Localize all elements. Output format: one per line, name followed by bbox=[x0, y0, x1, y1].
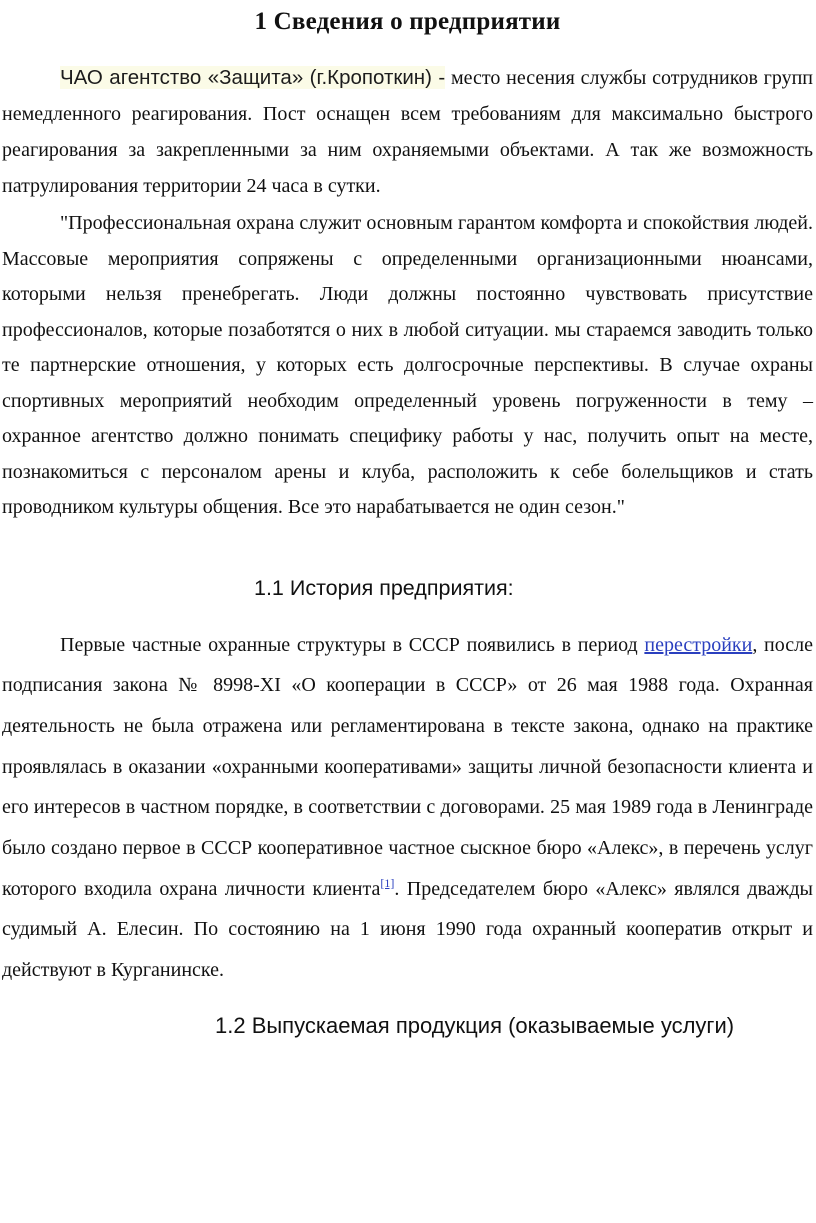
intro-paragraph bbox=[2, 60, 813, 204]
history-paragraph bbox=[2, 625, 813, 991]
intro-lead-highlight: ЧАО агентство «Защита» (г.Кропоткин) - bbox=[60, 66, 446, 89]
section-products-title: 1.2 Выпускаемая продукция (оказываемые услуги) bbox=[215, 1012, 735, 1038]
quote-paragraph: "Профессиональная охрана служит основным гарантом комфорта и спокойствия людей. Массовые мероприятия сопряжены с определенными организационными нюансами, которыми нельзя пренебрегать. Люди должны постоянно чувствовать присутствие профессионалов, которые позаботятся о них в любой ситуации. мы стараемся заводить только те партнерские отношения, у которых есть долгосрочные перспективы. В случае охраны спортивных мероприятий необходим определенный уровень погруженности в тему – охранное агентство должно понимать специфику работы у нас, получить опыт на месте, познакомиться с персоналом арены и клуба, расположить к себе болельщиков и стать проводником культуры общения. Все это нарабатывается не один сезон." bbox=[2, 212, 813, 518]
intro-rest-text: место несения службы сотрудников групп немедленного реагирования. Пост оснащен всем требованиям для максимально быстрого реагирования за закрепленными за ним охраняемыми объектами. А так же возможность патрулирования территории 24 часа в сутки. bbox=[2, 67, 813, 197]
section-history-title: 1.1 История предприятия: bbox=[254, 575, 514, 600]
history-text-middle: , после подписания закона № 8998-XI «О кооперации в СССР» от 26 мая 1988 года. Охранная деятельность не была отражена или регламентирована в тексте закона, однако на практике проявлялась в оказании «охранными кооперативами» защиты личной безопасности клиента и его интересов в частном порядке, в соответствии с договорами. 25 мая 1989 года в Ленинграде было создано первое в СССР кооперативное частное сыскное бюро «Алекс», в перечень услуг которого входила охрана личности клиента bbox=[2, 633, 813, 900]
history-text-end: . Председателем бюро «Алекс» являлся дважды судимый А. Елесин. По состоянию на 1 июня 1990 года охранный кооператив открыт и действуют в Курганинске. bbox=[2, 877, 813, 982]
footnote-link[interactable]: [1] bbox=[380, 875, 395, 890]
perestroika-link[interactable]: перестройки bbox=[644, 633, 753, 656]
history-text-start: Первые частные охранные структуры в СССР появились в период bbox=[60, 633, 645, 656]
page-title: 1 Сведения о предприятии bbox=[254, 8, 561, 35]
